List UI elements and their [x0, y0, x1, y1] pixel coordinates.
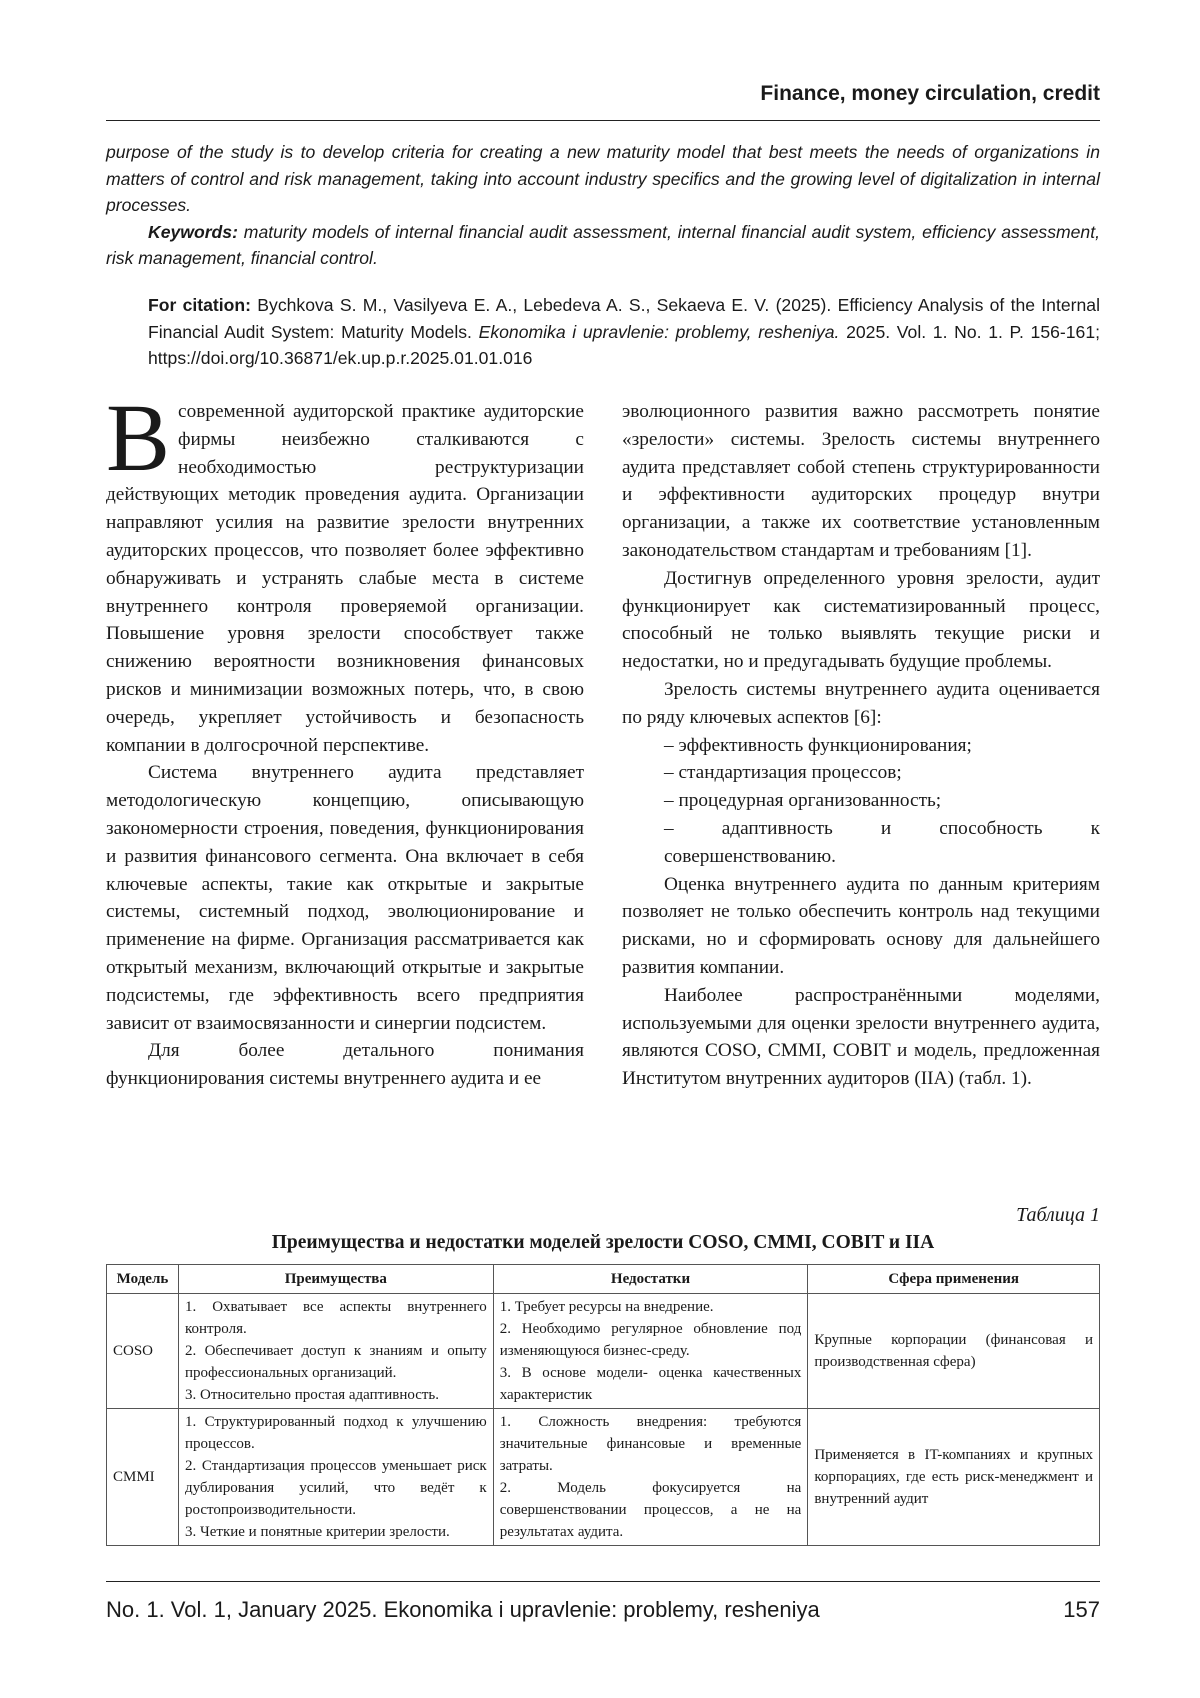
cell-scope: Крупные корпорации (финансовая и производственная сфера) [808, 1294, 1100, 1409]
column-header-disadvantages: Недостатки [493, 1265, 808, 1294]
footer-text: No. 1. Vol. 1, January 2025. Ekonomika i upravlenie: problemy, resheniya [106, 1597, 820, 1622]
column-header-model: Модель [107, 1265, 179, 1294]
table-row [107, 1294, 1100, 1409]
disadvantage-item: 3. В основе модели- оценка качественных характеристик [499, 1365, 802, 1403]
list-item: – процедурная организованность; [664, 790, 942, 812]
table-label: Таблица 1 [1016, 1204, 1100, 1226]
column-header-advantages: Преимущества [178, 1265, 493, 1294]
paragraph: Для более детального понимания функционирования системы внутреннего аудита и ее [106, 1040, 584, 1090]
advantage-item: 1. Охватывает все аспекты внутреннего контроля. [184, 1299, 487, 1337]
advantage-item: 2. Стандартизация процессов уменьшает риск дублирования усилий, что ведёт к ростопроизводительности. [184, 1458, 487, 1518]
disadvantage-item: 1. Требует ресурсы на внедрение. [499, 1299, 714, 1315]
column-header-scope: Сфера применения [808, 1265, 1100, 1294]
cell-scope: Применяется в IT-компаниях и крупных корпорациях, где есть риск-менеджмент и внутренний аудит [808, 1409, 1100, 1546]
paragraph: эволюционного развития важно рассмотреть понятие «зрелости» системы. Зрелость системы внутреннего аудита представляет собой степень структурированности и эффективности аудиторских процедур внутри организации, а также их соответствие установленным законодательством стандартам и требованиям [1]. [622, 401, 1100, 561]
disadvantage-item: 2. Необходимо регулярное обновление под изменяющуюся бизнес-среду. [499, 1321, 802, 1359]
header-rule [106, 120, 1100, 121]
cell-model: COSO [107, 1294, 179, 1409]
advantage-item: 1. Структурированный подход к улучшению процессов. [184, 1414, 487, 1452]
maturity-models-table [106, 1264, 1100, 1546]
paragraph-intro [106, 384, 584, 759]
table-row [107, 1409, 1100, 1546]
citation [148, 292, 1100, 372]
paragraph: Зрелость системы внутреннего аудита оценивается по ряду ключевых аспектов [6]: [622, 678, 1100, 728]
list-item: – эффективность функционирования; [664, 734, 972, 756]
citation-journal: Ekonomika i upravlenie: problemy, resheniya. [478, 321, 840, 342]
advantage-item: 3. Четкие и понятные критерии зрелости. [184, 1524, 450, 1540]
cell-disadvantages [493, 1294, 808, 1409]
body-column-right [622, 398, 1100, 1093]
cell-disadvantages [493, 1409, 808, 1546]
citation-label: For citation: [148, 295, 252, 315]
cell-advantages [178, 1294, 493, 1409]
journal-page [106, 0, 1100, 1698]
paragraph: Достигнув определенного уровня зрелости, аудит функционирует как систематизированный процесс, способный не только выявлять текущие риски и недостатки, но и предугадывать будущие проблемы. [622, 567, 1100, 673]
advantage-item: 2. Обеспечивает доступ к знаниям и опыту профессиональных организаций. [184, 1343, 487, 1381]
disadvantage-item: 2. Модель фокусируется на совершенствовании процессов, а не на результатах аудита. [499, 1480, 802, 1540]
abstract-tail: purpose of the study is to develop criteria for creating a new maturity model that best meets the needs of organizations in matters of control and risk management, taking into account industry specifics and the growing level of digitalization in internal processes. [106, 142, 1100, 215]
cell-model: CMMI [107, 1409, 179, 1546]
drop-cap: В [106, 384, 171, 491]
keywords-label: Keywords: [148, 221, 238, 242]
keywords [106, 219, 1100, 272]
table-title: Преимущества и недостатки моделей зрелости COSO, CMMI, COBIT и IIA [271, 1232, 935, 1253]
running-head: Finance, money circulation, credit [760, 82, 1100, 105]
body-column-left [106, 384, 584, 1093]
abstract [106, 139, 1100, 272]
citation-details: 2025. Vol. 1. No. 1. P. 156-161; https://doi.org/10.36871/ek.up.p.r.2025.01.01.016 [148, 321, 1101, 368]
page-number: 157 [1063, 1597, 1100, 1622]
table-header-row [107, 1265, 1100, 1294]
cell-advantages [178, 1409, 493, 1546]
paragraph: Система внутреннего аудита представляет методологическую концепцию, описывающую закономерности строения, поведения, функционирования и развития финансового сегмента. Она включает в себя ключевые аспекты, такие как открытые и закрытые системы, системный подход, эволюционирование и применение на фирме. Организация рассматривается как открытый механизм, включающий открытые и закрытые подсистемы, где эффективность всего предприятия зависит от взаимосвязанности и синергии подсистем. [106, 762, 584, 1034]
list-item: – адаптивность и способность к совершенствованию. [664, 817, 1100, 867]
footer-rule [106, 1581, 1100, 1582]
paragraph: Наиболее распространёнными моделями, используемыми для оценки зрелости внутреннего аудита, являются COSO, CMMI, COBIT и модель, предложенная Институтом внутренних аудиторов (IIA) (табл. 1). [622, 984, 1100, 1090]
disadvantage-item: 1. Сложность внедрения: требуются значительные финансовые и временные затраты. [499, 1414, 802, 1474]
advantage-item: 3. Относительно простая адаптивность. [184, 1387, 440, 1403]
citation-authors: Bychkova S. M., Vasilyeva E. A., Lebedeva A. S., Sekaeva E. V. (2025). Efficiency Analysis of the Internal Financial Audit System: Maturity Models. [148, 295, 1100, 342]
keywords-text: maturity models of internal financial audit assessment, internal financial audit system, efficiency assessment, risk management, financial control. [106, 221, 1100, 268]
aspects-list [622, 732, 1100, 871]
paragraph-intro-text: современной аудиторской практике аудиторские фирмы неизбежно сталкиваются с необходимостью реструктуризации действующих методик проведения аудита. Организации направляют усилия на развитие зрелости внутренних аудиторских процессов, что позволяет более эффективно обнаруживать и устранять слабые места в системе внутреннего контроля проверяемой организации. Повышение уровня зрелости способствует также снижению вероятности возникновения финансовых рисков и минимизации возможных потерь, что, в свою очередь, укрепляет устойчивость и безопасность компании в долгосрочной перспективе. [106, 401, 584, 756]
paragraph: Оценка внутреннего аудита по данным критериям позволяет не только обеспечить контроль над текущими рисками, но и сформировать основу для дальнейшего развития компании. [622, 873, 1100, 978]
list-item: – стандартизация процессов; [664, 762, 902, 784]
